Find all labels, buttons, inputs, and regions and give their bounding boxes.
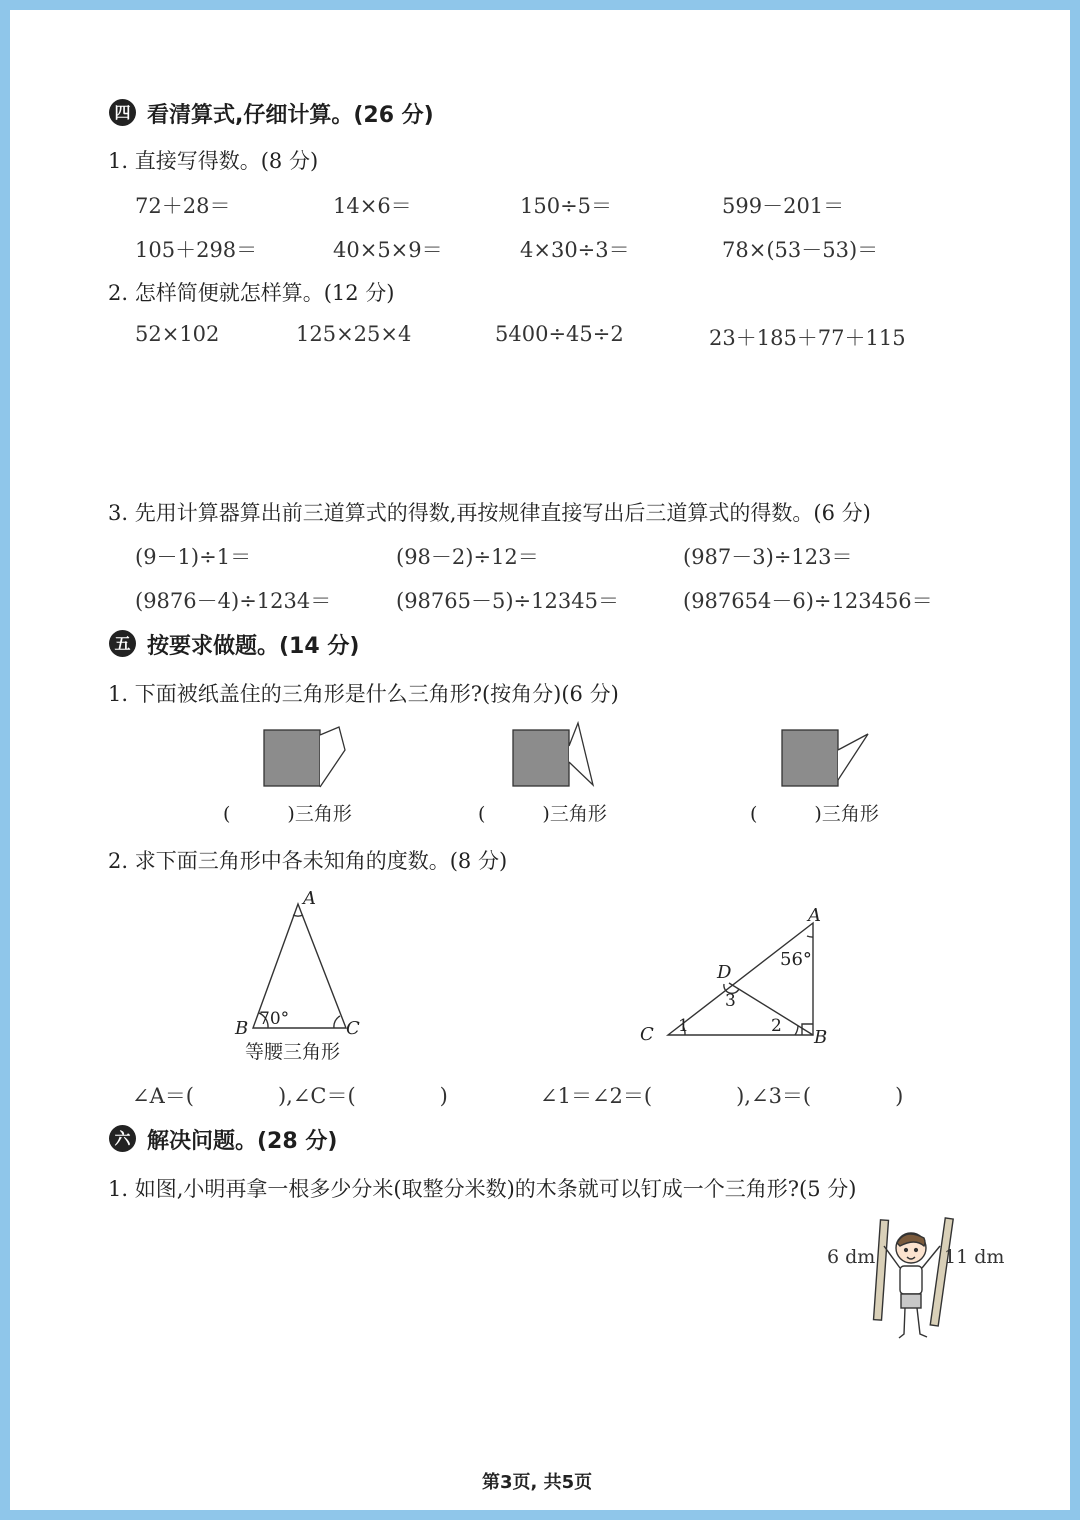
simplify-item: 52×102 (135, 322, 220, 346)
fig1-caption: 等腰三角形 (245, 1041, 341, 1063)
calc-item: 78×(53－53)＝ (722, 238, 879, 262)
answer-line-1: ∠A＝( ),∠C＝( ) (132, 1084, 448, 1108)
simplify-item: 5400÷45÷2 (495, 322, 624, 346)
triangle-answer-1: ( )三角形 (223, 803, 352, 825)
q4-2-title: 2. 怎样简便就怎样算。(12 分) (108, 281, 395, 305)
fig1-label-a: A (303, 888, 316, 909)
boy-with-sticks-illustration (860, 1210, 980, 1350)
section-5-title: 按要求做题。(14 分) (147, 634, 360, 659)
q6-1-title: 1. 如图,小明再拿一根多少分米(取整分米数)的木条就可以钉成一个三角形?(5 分) (108, 1177, 857, 1201)
q5-1-title: 1. 下面被纸盖住的三角形是什么三角形?(按角分)(6 分) (108, 682, 619, 706)
pattern-item: (987－3)÷123＝ (683, 545, 853, 569)
fig2-angle-2: 2 (771, 1016, 782, 1036)
calc-item: 40×5×9＝ (333, 238, 443, 262)
page-number: 第3页, 共5页 (482, 1472, 593, 1493)
fig2-label-b: B (814, 1027, 828, 1048)
fig2-angle-3: 3 (725, 991, 736, 1011)
q4-3-title: 3. 先用计算器算出前三道算式的得数,再按规律直接写出后三道算式的得数。(6 分) (108, 501, 871, 525)
pattern-item: (9876－4)÷1234＝ (135, 589, 332, 613)
exam-page (10, 10, 1070, 1510)
fig2-angle-56: 56° (780, 949, 812, 970)
pattern-item: (9－1)÷1＝ (135, 545, 252, 569)
calc-item: 599－201＝ (722, 194, 845, 218)
fig1-label-b: B (235, 1018, 249, 1039)
answer-line-2: ∠1＝∠2＝( ),∠3＝( ) (540, 1084, 904, 1108)
calc-item: 4×30÷3＝ (520, 238, 630, 262)
calc-item: 14×6＝ (333, 194, 412, 218)
fig2-label-c: C (640, 1024, 654, 1045)
simplify-item: 125×25×4 (296, 322, 412, 346)
right-stick-length: 11 dm (944, 1246, 1005, 1268)
calc-item: 150÷5＝ (520, 194, 613, 218)
right-triangle (668, 923, 813, 1035)
fig2-label-d: D (717, 962, 732, 983)
fig2-angle-1: 1 (678, 1016, 689, 1036)
calc-item: 72＋28＝ (135, 194, 231, 218)
pattern-item: (98－2)÷12＝ (396, 545, 539, 569)
fig1-angle-70: 70° (259, 1009, 290, 1029)
simplify-item: 23＋185＋77＋115 (709, 326, 906, 350)
left-stick-length: 6 dm (827, 1246, 876, 1268)
q5-2-title: 2. 求下面三角形中各未知角的度数。(8 分) (108, 849, 508, 873)
q4-1-title: 1. 直接写得数。(8 分) (108, 149, 319, 173)
triangle-answer-2: ( )三角形 (478, 803, 607, 825)
calc-item: 105＋298＝ (135, 238, 258, 262)
triangle-answer-3: ( )三角形 (750, 803, 879, 825)
angle-figures (10, 10, 1070, 1110)
section-4-title: 看清算式,仔细计算。(26 分) (147, 103, 434, 128)
section-6-badge: 六 (109, 1125, 136, 1152)
section-5-badge: 五 (109, 630, 136, 657)
fig1-label-c: C (346, 1018, 360, 1039)
fig2-label-a: A (808, 905, 821, 926)
pattern-item: (98765－5)÷12345＝ (396, 589, 619, 613)
section-4-badge: 四 (109, 99, 136, 126)
pattern-item: (987654－6)÷123456＝ (683, 589, 933, 613)
section-6-title: 解决问题。(28 分) (147, 1129, 338, 1154)
